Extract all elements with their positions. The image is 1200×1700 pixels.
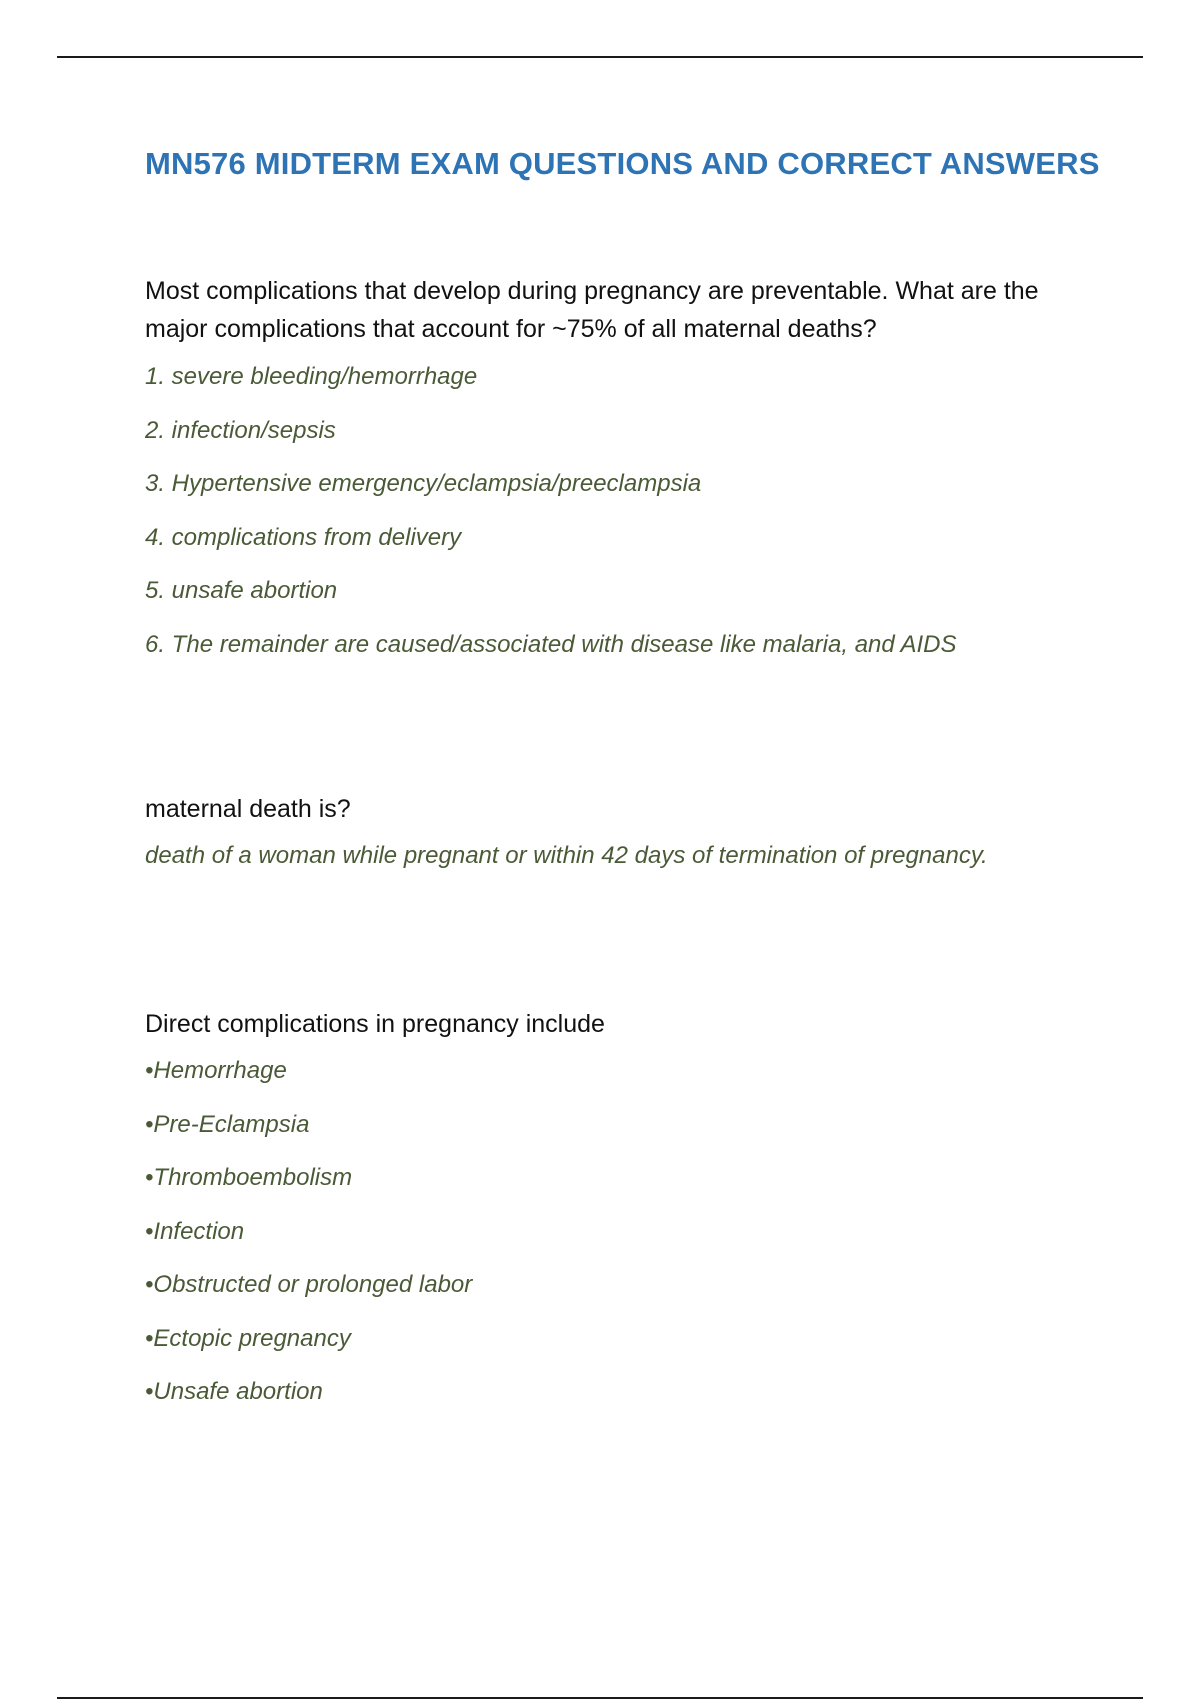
- answer-item: •Obstructed or prolonged labor: [145, 1271, 473, 1298]
- answer-item: •Hemorrhage: [145, 1057, 287, 1084]
- answer-item: •Pre-Eclampsia: [145, 1110, 310, 1138]
- document-title: MN576 MIDTERM EXAM QUESTIONS AND CORRECT ANSWERS: [145, 146, 1100, 181]
- answer-item: 2. infection/sepsis: [145, 416, 336, 444]
- answer-item: 4. complications from delivery: [145, 523, 462, 551]
- answer-item: •Infection: [145, 1217, 245, 1245]
- answer-item: 3. Hypertensive emergency/eclampsia/preeclampsia: [145, 470, 702, 497]
- header-rule: [57, 56, 1143, 58]
- answer-item: •Unsafe abortion: [145, 1378, 323, 1405]
- answer-item: 1. severe bleeding/hemorrhage: [145, 363, 478, 390]
- answer-item: •Thromboembolism: [145, 1164, 353, 1191]
- answer-item: •Ectopic pregnancy: [145, 1324, 351, 1352]
- question-text: maternal death is?: [145, 795, 351, 823]
- qa-block-2: [145, 790, 1095, 871]
- answer-item: death of a woman while pregnant or within 42 days of termination of pregnancy.: [145, 842, 988, 869]
- question-text: Most complications that develop during pregnancy are preventable. What are the major complications that account for ~75% of all maternal deaths?: [145, 277, 1039, 343]
- qa-block-1: [145, 272, 1095, 683]
- answer-item: 6. The remainder are caused/associated with disease like malaria, and AIDS: [145, 630, 957, 658]
- footer-rule: [57, 1697, 1143, 1699]
- question-text: Direct complications in pregnancy include: [145, 1010, 605, 1038]
- answer-item: 5. unsafe abortion: [145, 577, 338, 604]
- qa-block-3: [145, 1005, 1095, 1431]
